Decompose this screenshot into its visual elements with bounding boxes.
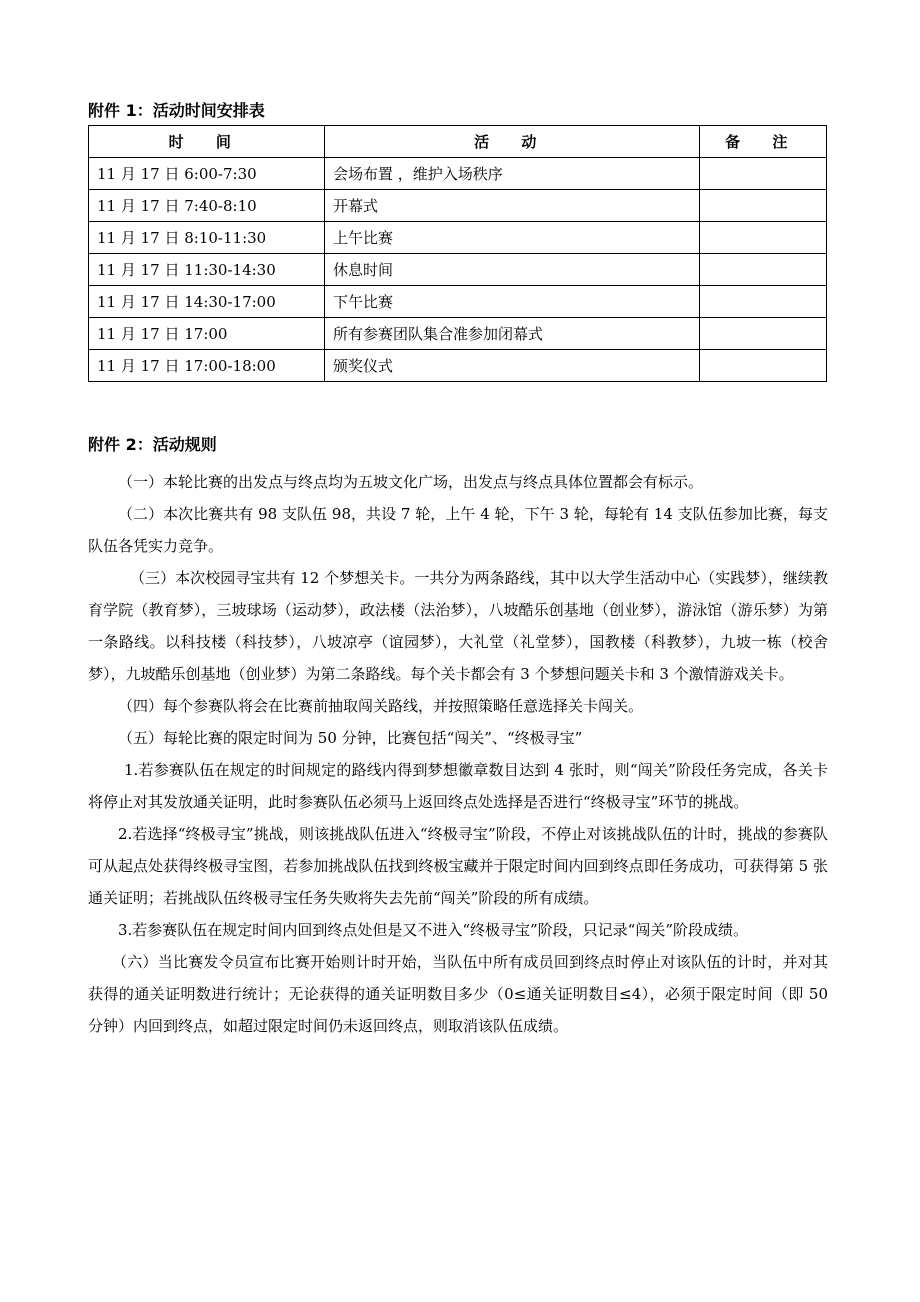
cell-note (700, 190, 827, 222)
attachment-2-title: 附件 2：活动规则 (88, 435, 217, 454)
cell-activity: 颁奖仪式 (325, 350, 700, 382)
table-row (89, 254, 827, 286)
cell-note (700, 286, 827, 318)
cell-time: 11 月 17 日 17:00 (89, 318, 325, 350)
cell-time: 11 月 17 日 17:00-18:00 (89, 350, 325, 382)
header-time: 时 间 (89, 126, 325, 158)
header-note: 备 注 (700, 126, 827, 158)
cell-time: 11 月 17 日 14:30-17:00 (89, 286, 325, 318)
rules-body (88, 466, 828, 1042)
cell-time: 11 月 17 日 6:00-7:30 (89, 158, 325, 190)
cell-activity: 所有参赛团队集合准参加闭幕式 (325, 318, 700, 350)
table-row (89, 350, 827, 382)
rule-paragraph: （二）本次比赛共有 98 支队伍 98，共设 7 轮，上午 4 轮，下午 3 轮，每轮有 14 支队伍参加比赛，每支队伍各凭实力竞争。 (88, 505, 828, 555)
rule-paragraph: （一）本轮比赛的出发点与终点均为五坡文化广场，出发点与终点具体位置都会有标示。 (118, 473, 704, 491)
cell-note (700, 254, 827, 286)
header-activity: 活 动 (325, 126, 700, 158)
cell-activity: 下午比赛 (325, 286, 700, 318)
cell-time: 11 月 17 日 8:10-11:30 (89, 222, 325, 254)
rule-paragraph: （三）本次校园寻宝共有 12 个梦想关卡。一共分为两条路线，其中以大学生活动中心（实践梦），继续教育学院（教育梦），三坡球场（运动梦），政法楼（法治梦），八坡酷乐创基地（创业梦），游泳馆（游乐梦）为第一条路线。以科技楼（科技梦），八坡凉亭（谊园梦），大礼堂（礼堂梦），国教楼（科教梦），九坡一栋（校舍梦），九坡酷乐创基地（创业梦）为第二条路线。每个关卡都会有 3 个梦想问题关卡和 3 个激情游戏关卡。 (88, 569, 828, 683)
schedule-table (88, 125, 827, 382)
cell-activity: 上午比赛 (325, 222, 700, 254)
table-row (89, 318, 827, 350)
cell-note (700, 222, 827, 254)
rule-subitem: 3.若参赛队伍在规定时间内回到终点处但是又不进入“终极寻宝”阶段，只记录“闯关”阶段成绩。 (118, 921, 748, 939)
cell-note (700, 158, 827, 190)
table-row (89, 158, 827, 190)
cell-activity: 会场布置 ，维护入场秩序 (325, 158, 700, 190)
rule-subitem: 2.若选择“终极寻宝”挑战，则该挑战队伍进入“终极寻宝”阶段，不停止对该挑战队伍的计时，挑战的参赛队可从起点处获得终极寻宝图，若参加挑战队伍找到终极宝藏并于限定时间内回到终点即任务成功，可获得第 5 张通关证明；若挑战队伍终极寻宝任务失败将失去先前“闯关”阶段的所有成绩。 (88, 825, 828, 907)
table-header-row (89, 126, 827, 158)
attachment-1-title: 附件 1：活动时间安排表 (88, 101, 265, 120)
cell-note (700, 350, 827, 382)
rule-paragraph: （六）当比赛发令员宣布比赛开始则计时开始，当队伍中所有成员回到终点时停止对该队伍的计时，并对其获得的通关证明数进行统计；无论获得的通关证明数目多少（0≤通关证明数目≤4），必须于限定时间（即 50 分钟）内回到终点，如超过限定时间仍未返回终点，则取消该队伍成绩。 (88, 953, 828, 1035)
cell-time: 11 月 17 日 7:40-8:10 (89, 190, 325, 222)
cell-note (700, 318, 827, 350)
rule-subitem: 1.若参赛队伍在规定的时间规定的路线内得到梦想徽章数目达到 4 张时，则“闯关”阶段任务完成，各关卡将停止对其发放通关证明，此时参赛队伍必须马上返回终点处选择是否进行“终极寻宝”环节的挑战。 (88, 761, 828, 811)
cell-activity: 开幕式 (325, 190, 700, 222)
table-row (89, 222, 827, 254)
table-row (89, 286, 827, 318)
rule-paragraph: （四）每个参赛队将会在比赛前抽取闯关路线，并按照策略任意选择关卡闯关。 (118, 697, 644, 715)
cell-time: 11 月 17 日 11:30-14:30 (89, 254, 325, 286)
rule-paragraph: （五）每轮比赛的限定时间为 50 分钟，比赛包括“闯关”、“终极寻宝” (118, 729, 583, 747)
table-row (89, 190, 827, 222)
cell-activity: 休息时间 (325, 254, 700, 286)
